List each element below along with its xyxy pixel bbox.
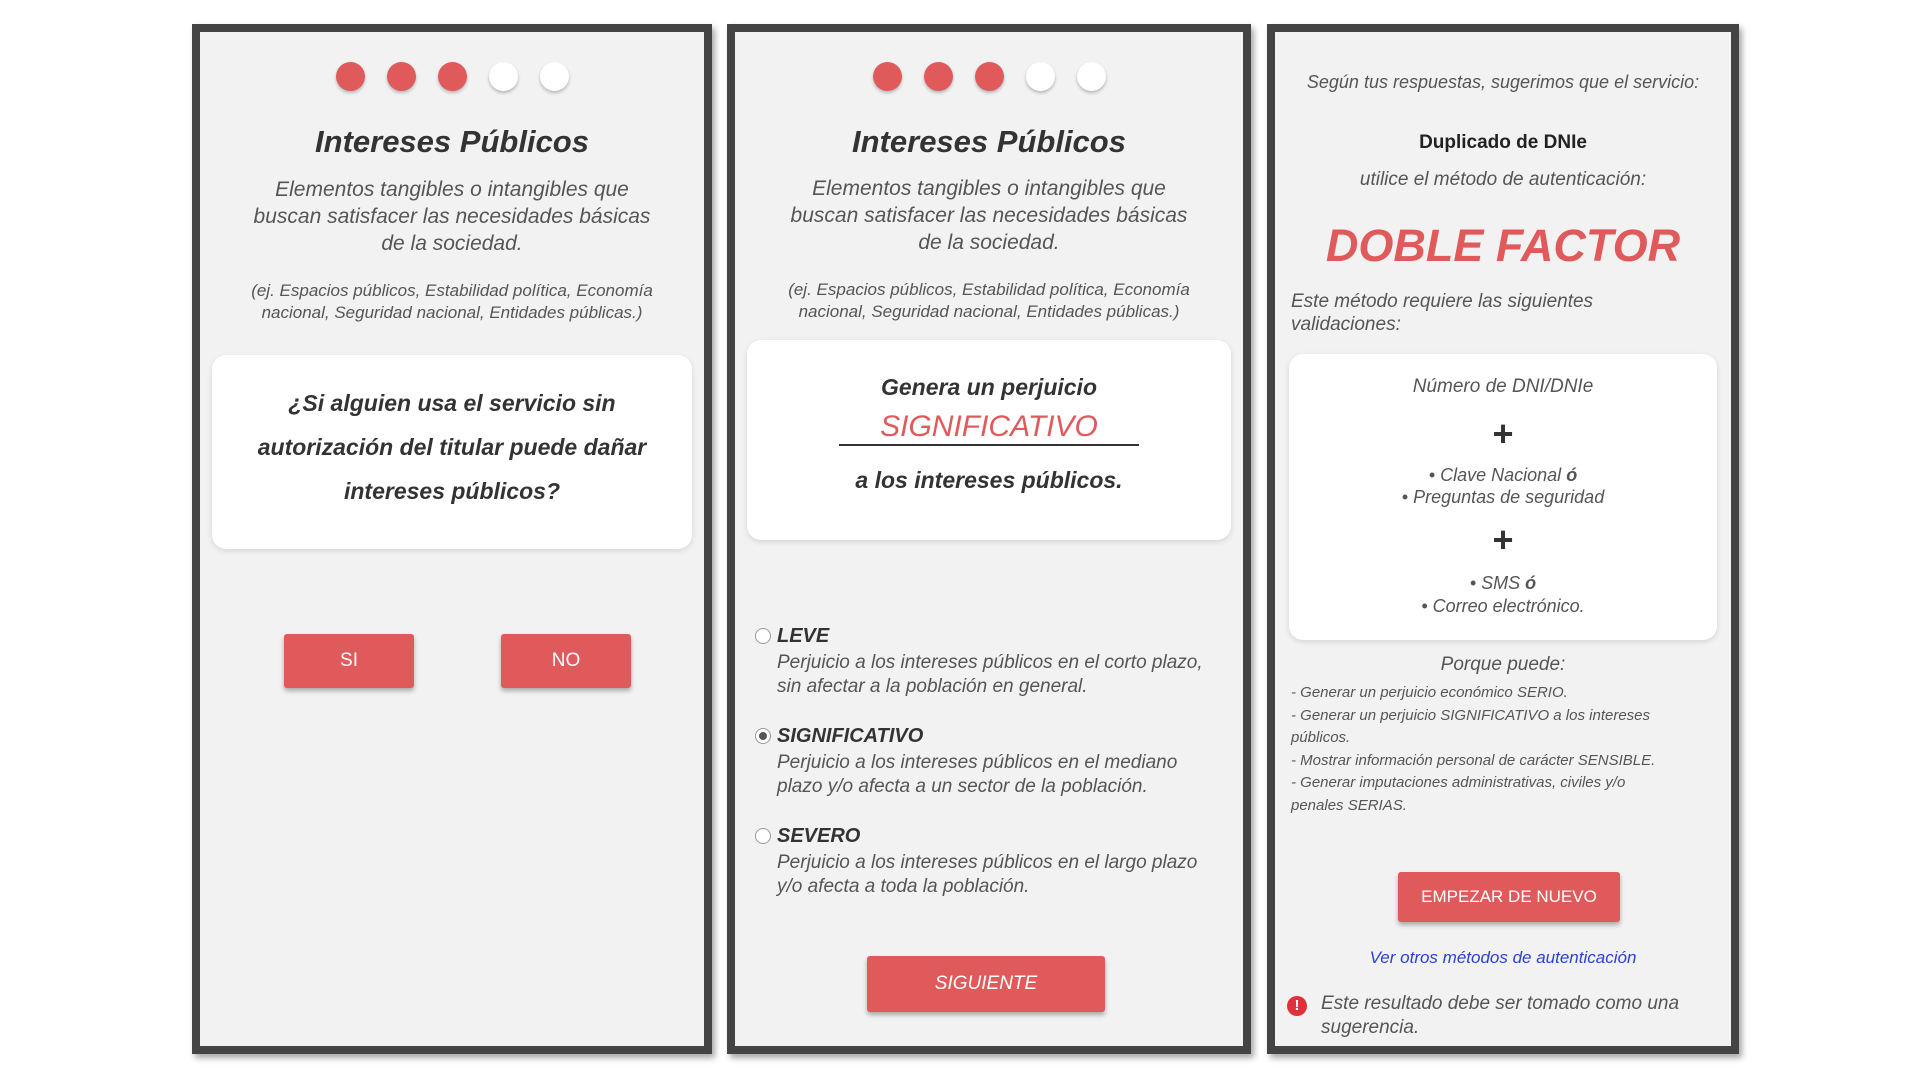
- option-significativo[interactable]: [755, 725, 1229, 795]
- panel-title: Intereses Públicos: [315, 124, 589, 159]
- statement-value: SIGNIFICATIVO: [839, 410, 1139, 446]
- reason-line: - Generar imputaciones administrativas, civiles y/o: [1291, 774, 1626, 791]
- examples-text: [745, 279, 1233, 323]
- reason-line: - Mostrar información personal de carácter SENSIBLE.: [1291, 751, 1656, 769]
- statement-card: [747, 340, 1231, 540]
- suggestion-note: [1321, 992, 1721, 1040]
- progress-dot-3: [975, 62, 1004, 91]
- question-text: [232, 381, 672, 513]
- question-line: autorización del titular puede dañar: [257, 434, 647, 460]
- option-description: [777, 651, 1247, 699]
- plus-icon: +: [1492, 519, 1514, 560]
- panel-severity: [727, 24, 1251, 1054]
- option-description: [777, 851, 1247, 899]
- method-intro: utilice el método de autenticación:: [1359, 169, 1647, 190]
- panel-title: Intereses Públicos: [852, 124, 1126, 159]
- restart-button[interactable]: EMPEZAR DE NUEVO: [1398, 872, 1620, 922]
- question-line: ¿Si alguien usa el servicio sin: [288, 390, 616, 416]
- other-methods-link[interactable]: Ver otros métodos de autenticación: [1369, 948, 1637, 967]
- validations-card: [1289, 354, 1717, 640]
- reasons-list: [1291, 682, 1721, 817]
- plus-icon: +: [1492, 413, 1514, 454]
- option-desc-line: Perjuicio a los intereses públicos en el mediano: [777, 752, 1178, 773]
- no-button[interactable]: NO: [501, 634, 631, 688]
- option-leve[interactable]: [755, 625, 1229, 695]
- service-name: Duplicado de DNIe: [1419, 132, 1587, 153]
- description-line: de la sociedad.: [381, 232, 523, 255]
- option-severo[interactable]: [755, 825, 1229, 895]
- radio-leve[interactable]: [755, 628, 771, 644]
- progress-dots: [200, 62, 704, 96]
- description-line: buscan satisfacer las necesidades básicas: [790, 204, 1188, 227]
- note-line: Este resultado debe ser tomado como una: [1321, 993, 1680, 1014]
- examples-line: (ej. Espacios públicos, Estabilidad política, Economía: [251, 281, 653, 300]
- option-description: [777, 751, 1247, 799]
- validation-sms: [1289, 572, 1717, 618]
- option-desc-line: Perjuicio a los intereses públicos en el largo plazo: [777, 852, 1198, 873]
- alert-icon: !: [1287, 996, 1307, 1016]
- progress-dot-5: [540, 62, 569, 91]
- yes-button[interactable]: SI: [284, 634, 414, 688]
- reason-line: - Generar un perjuicio económico SERIO.: [1291, 684, 1568, 701]
- or-word: ó: [1525, 573, 1537, 593]
- description-line: Elementos tangibles o intangibles que: [812, 177, 1166, 200]
- option-desc-line: sin afectar a la población en general.: [777, 676, 1088, 697]
- progress-dot-4: [489, 62, 518, 91]
- examples-line: (ej. Espacios públicos, Estabilidad política, Economía: [788, 280, 1190, 299]
- method-name: DOBLE FACTOR: [1325, 220, 1681, 271]
- option-label: SEVERO: [777, 825, 861, 847]
- progress-dot-1: [336, 62, 365, 91]
- option-desc-line: plazo y/o afecta a un sector de la población.: [777, 776, 1148, 797]
- option-label: SIGNIFICATIVO: [777, 725, 924, 747]
- progress-dot-1: [873, 62, 902, 91]
- requires-line: validaciones:: [1291, 314, 1401, 335]
- validation-clave: [1289, 464, 1717, 508]
- preguntas-text: • Preguntas de seguridad: [1401, 487, 1605, 507]
- validation-dni: Número de DNI/DNIe: [1412, 376, 1594, 397]
- examples-line: nacional, Seguridad nacional, Entidades públicas.): [798, 302, 1180, 321]
- progress-dot-2: [924, 62, 953, 91]
- panel-description: [220, 176, 684, 257]
- progress-dots: [735, 62, 1243, 96]
- sms-text: • SMS: [1469, 573, 1521, 593]
- or-word: ó: [1566, 465, 1578, 485]
- examples-text: [210, 280, 694, 324]
- note-line: sugerencia.: [1321, 1017, 1420, 1038]
- panel-question: [192, 24, 712, 1054]
- radio-severo[interactable]: [755, 828, 771, 844]
- panel-result: [1267, 24, 1739, 1054]
- clave-text: • Clave Nacional: [1428, 465, 1562, 485]
- option-desc-line: y/o afecta a toda la población.: [777, 876, 1030, 897]
- requires-text: [1291, 290, 1715, 336]
- examples-line: nacional, Seguridad nacional, Entidades públicas.): [261, 303, 643, 322]
- progress-dot-2: [387, 62, 416, 91]
- reason-line: públicos.: [1291, 729, 1351, 746]
- progress-dot-4: [1026, 62, 1055, 91]
- reason-line: penales SERIAS.: [1291, 796, 1407, 814]
- panel-description: [755, 175, 1223, 256]
- description-line: buscan satisfacer las necesidades básicas: [253, 205, 651, 228]
- progress-dot-3: [438, 62, 467, 91]
- description-line: de la sociedad.: [918, 231, 1060, 254]
- because-label: Porque puede:: [1440, 654, 1566, 675]
- question-line: intereses públicos?: [343, 478, 560, 504]
- description-line: Elementos tangibles o intangibles que: [275, 178, 629, 201]
- question-card: [212, 355, 692, 549]
- statement-bottom: a los intereses públicos.: [855, 467, 1123, 493]
- statement-top: Genera un perjuicio: [881, 374, 1097, 400]
- option-desc-line: Perjuicio a los intereses públicos en el corto plazo,: [777, 652, 1203, 673]
- result-intro: Según tus respuestas, sugerimos que el servicio:: [1306, 72, 1700, 92]
- next-button[interactable]: SIGUIENTE: [867, 956, 1105, 1012]
- progress-dot-5: [1077, 62, 1106, 91]
- radio-significativo[interactable]: [755, 728, 771, 744]
- reason-line: - Generar un perjuicio SIGNIFICATIVO a los intereses: [1291, 706, 1651, 724]
- option-label: LEVE: [777, 625, 830, 647]
- requires-line: Este método requiere las siguientes: [1291, 291, 1594, 312]
- correo-text: • Correo electrónico.: [1421, 596, 1585, 616]
